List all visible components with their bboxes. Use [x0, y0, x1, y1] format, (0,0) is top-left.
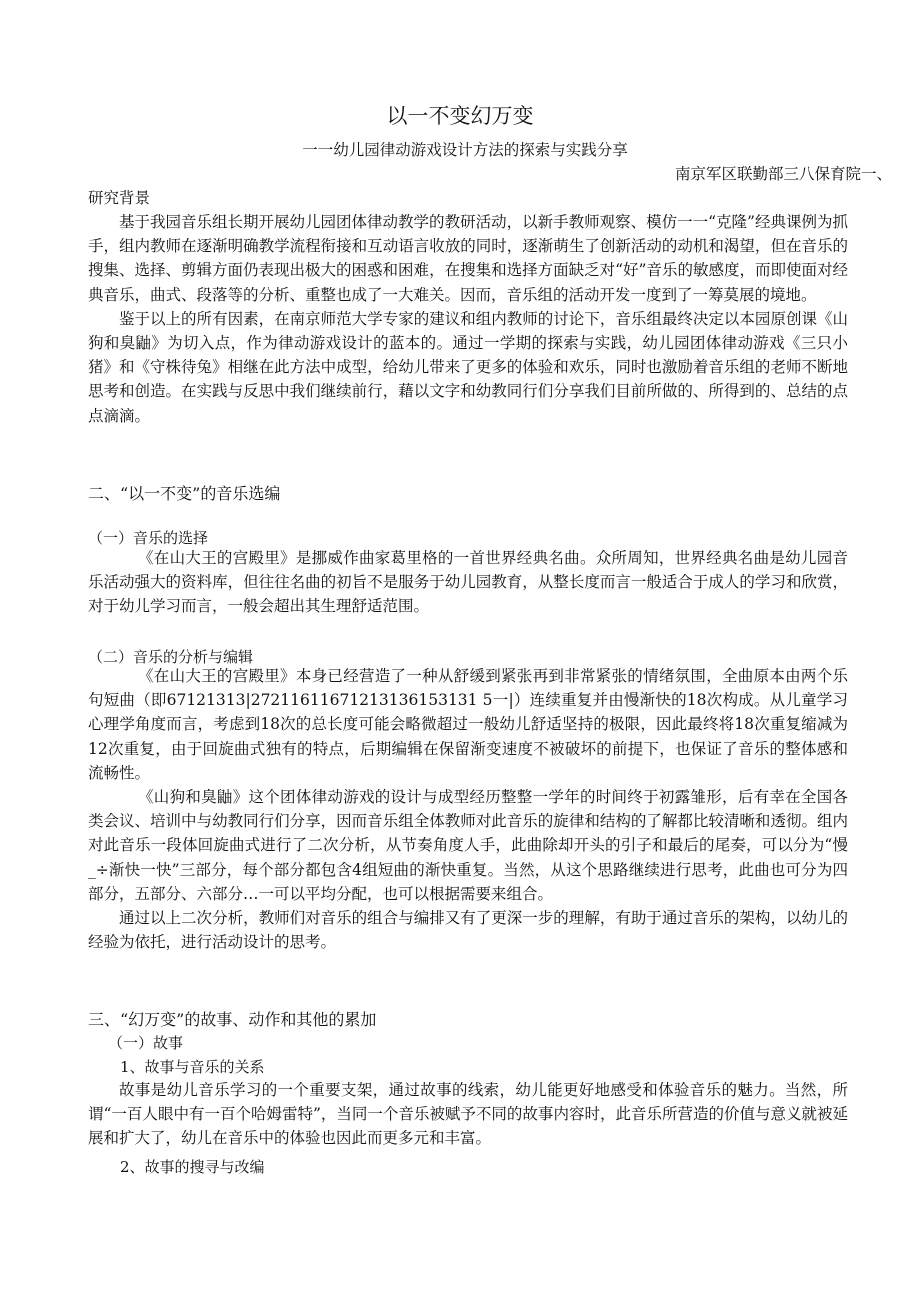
section-3-1-heading: （一）故事 — [108, 1034, 184, 1052]
document-title: 以一不变幻万变 — [386, 104, 534, 128]
section-3-1-1-paragraph: 故事是幼儿音乐学习的一个重要支架，通过故事的线索，幼儿能更好地感受和体验音乐的魅力。当然，所谓“一百人眼中有一百个哈姆雷特”，当同一个音乐被赋予不同的故事内容时，此音乐所营造的价值与意义就被延展和扩大了，幼儿在音乐中的体验也因此而更多元和丰富。 — [88, 1081, 848, 1148]
section-3-1-1-heading: 1、故事与音乐的关系 — [120, 1058, 265, 1076]
section-2-2-body — [88, 664, 848, 954]
author-affiliation: 南京军区联勤部三八保育院一、 — [674, 165, 892, 183]
section-2-1-heading: （一）音乐的选择 — [88, 529, 209, 547]
section-2-heading: 二、“以一不变”的音乐选编 — [88, 484, 281, 503]
background-paragraph-2: 鉴于以上的所有因素，在南京师范大学专家的建议和组内教师的讨论下，音乐组最终决定以本园原创课《山狗和臭鼬》为切入点，作为律动游戏设计的蓝本的。通过一学期的探索与实践，幼儿园团体律动游戏《三只小猪》和《守株待兔》相继在此方法中成型，给幼儿带来了更多的体验和欢乐，同时也激励着音乐组的老师不断地思考和创造。在实践与反思中我们继续前行，藉以文字和幼教同行们分享我们目前所做的、所得到的、总结的点点滴滴。 — [88, 309, 848, 425]
section-3-1-1-body — [88, 1078, 848, 1151]
heading-research-background: 研究背景 — [88, 189, 151, 207]
section-2-1-body — [88, 546, 848, 619]
background-section — [88, 210, 848, 428]
background-paragraph-1: 基于我园音乐组长期开展幼儿园团体律动教学的教研活动，以新手教师观察、模仿一一“克隆”经典课例为抓手，组内教师在逐渐明确教学流程衔接和互动语言收放的同时，逐渐萌生了创新活动的动机和渴望，但在音乐的搜集、选择、剪辑方面仍表现出极大的困惑和困难，在搜集和选择方面缺乏对“好”音乐的敏感度，而即使面对经典音乐，曲式、段落等的分析、重整也成了一大难关。因而，音乐组的活动开发一度到了一筹莫展的境地。 — [88, 213, 848, 304]
section-3-1-2-heading: 2、故事的搜寻与改编 — [120, 1158, 265, 1176]
section-2-2-paragraph-1: 《在山大王的宫殿里》本身已经营造了一种从舒缓到紧张再到非常紧张的情绪氛围，全曲原本由两个乐句短曲（即67121313|27211611671213136153131 5一|）连续重复并由慢渐快的18次构成。从儿童学习心理学角度而言，考虑到18次的总长度可能会略微超过一般幼儿舒适坚持的极限，因此最终将18次重复缩减为12次重复，由于回旋曲式独有的特点，后期编辑在保留渐变速度不被破坏的前提下，也保证了音乐的整体感和流畅性。 — [88, 667, 848, 782]
section-2-2-paragraph-3: 通过以上二次分析，教师们对音乐的组合与编排又有了更深一步的理解，有助于通过音乐的架构，以幼儿的经验为依托，进行活动设计的思考。 — [88, 909, 848, 952]
section-3-heading: 三、“幻万变”的故事、动作和其他的累加 — [88, 1010, 377, 1029]
section-2-2-paragraph-2: 《山狗和臭鼬》这个团体律动游戏的设计与成型经历整整一学年的时间终于初露雏形，后有幸在全国各类会议、培训中与幼教同行们分享，因而音乐组全体教师对此音乐的旋律和结构的了解都比较清晰和透彻。组内对此音乐一段体回旋曲式进行了二次分析，从节奏角度人手，此曲除却开头的引子和最后的尾奏，可以分为“慢_÷渐快一快”三部分，每个部分都包含4组短曲的渐快重复。当然，从这个思路继续进行思考，此曲也可分为四部分，五部分、六部分…一可以平均分配，也可以根据需要来组合。 — [88, 788, 848, 903]
section-2-2-heading: （二）音乐的分析与编辑 — [88, 648, 254, 666]
document-subtitle: 一一幼儿园律动游戏设计方法的探索与实践分享 — [302, 141, 628, 159]
section-2-1-paragraph: 《在山大王的宫殿里》是挪威作曲家葛里格的一首世界经典名曲。众所周知，世界经典名曲是幼儿园音乐活动强大的资料库，但往往名曲的初旨不是服务于幼儿园教育，从整长度而言一般适合于成人的学习和欣赏，对于幼儿学习而言，一般会超出其生理舒适范围。 — [88, 549, 848, 616]
